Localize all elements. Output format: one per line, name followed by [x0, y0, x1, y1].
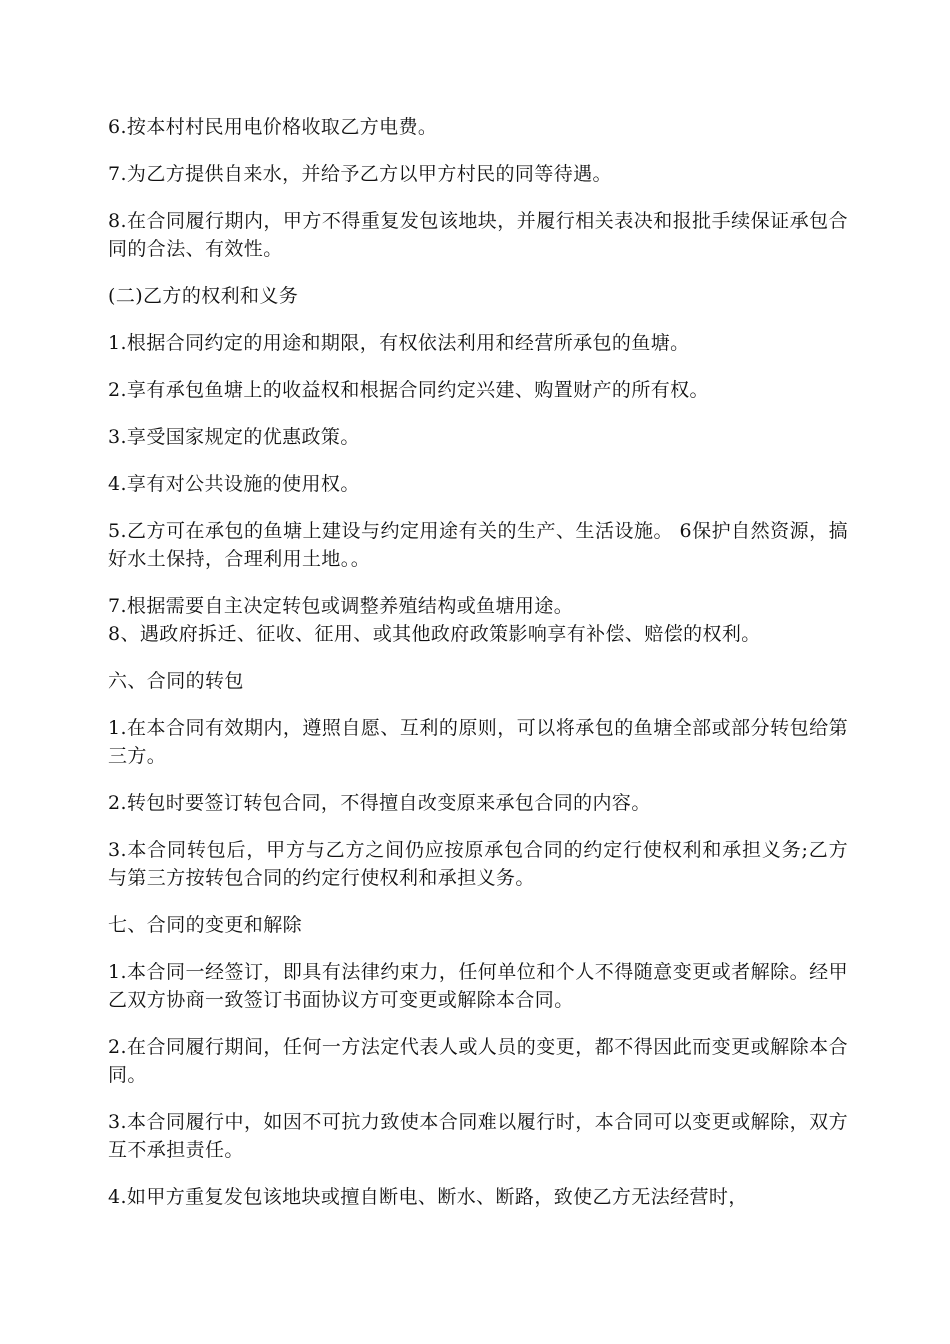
paragraph-b-item-1: 1.根据合同约定的用途和期限，有权依法利用和经营所承包的鱼塘。 — [108, 332, 690, 354]
section-heading-party-b-rights: (二)乙方的权利和义务 — [108, 285, 299, 307]
paragraph-subcontract-item-3: 3.本合同转包后，甲方与乙方之间仍应按原承包合同的约定行使权利和承担义务;乙方与第三方按转包合同的约定行使权利和承担义务。 — [108, 839, 848, 889]
paragraph-b-item-8: 8、遇政府拆迁、征收、征用、或其他政府政策影响享有补偿、赔偿的权利。 — [108, 623, 761, 645]
paragraph-b-item-2: 2.享有承包鱼塘上的收益权和根据合同约定兴建、购置财产的所有权。 — [108, 379, 709, 401]
paragraph-change-item-3: 3.本合同履行中，如因不可抗力致使本合同难以履行时，本合同可以变更或解除，双方互不承担责任。 — [108, 1111, 848, 1161]
paragraph-item-8-no-duplicate-contract: 8.在合同履行期内，甲方不得重复发包该地块，并履行相关表决和报批手续保证承包合同的合法、有效性。 — [108, 210, 848, 260]
paragraph-b-item-4: 4.享有对公共设施的使用权。 — [108, 473, 360, 495]
paragraph-change-item-2: 2.在合同履行期间，任何一方法定代表人或人员的变更，都不得因此而变更或解除本合同。 — [108, 1036, 848, 1086]
section-heading-change-termination: 七、合同的变更和解除 — [108, 914, 303, 936]
paragraph-change-item-1: 1.本合同一经签订，即具有法律约束力，任何单位和个人不得随意变更或者解除。经甲乙双方协商一致签订书面协议方可变更或解除本合同。 — [108, 961, 848, 1011]
paragraph-subcontract-item-2: 2.转包时要签订转包合同，不得擅自改变原来承包合同的内容。 — [108, 792, 651, 814]
paragraph-b-item-3: 3.享受国家规定的优惠政策。 — [108, 426, 360, 448]
paragraph-item-7-water: 7.为乙方提供自来水，并给予乙方以甲方村民的同等待遇。 — [108, 163, 612, 185]
paragraph-b-item-7: 7.根据需要自主决定转包或调整养殖结构或鱼塘用途。 — [108, 595, 574, 617]
paragraph-item-6-electricity: 6.按本村村民用电价格收取乙方电费。 — [108, 116, 438, 138]
section-heading-subcontract: 六、合同的转包 — [108, 670, 244, 692]
paragraph-subcontract-item-1: 1.在本合同有效期内，遵照自愿、互利的原则，可以将承包的鱼塘全部或部分转包给第三方。 — [108, 717, 848, 767]
document-body — [108, 113, 848, 1230]
paragraph-b-item-5-6: 5.乙方可在承包的鱼塘上建设与约定用途有关的生产、生活设施。 6保护自然资源，搞好水土保持，合理利用土地。。 — [108, 520, 848, 570]
paragraph-change-item-4: 4.如甲方重复发包该地块或擅自断电、断水、断路，致使乙方无法经营时， — [108, 1186, 748, 1208]
